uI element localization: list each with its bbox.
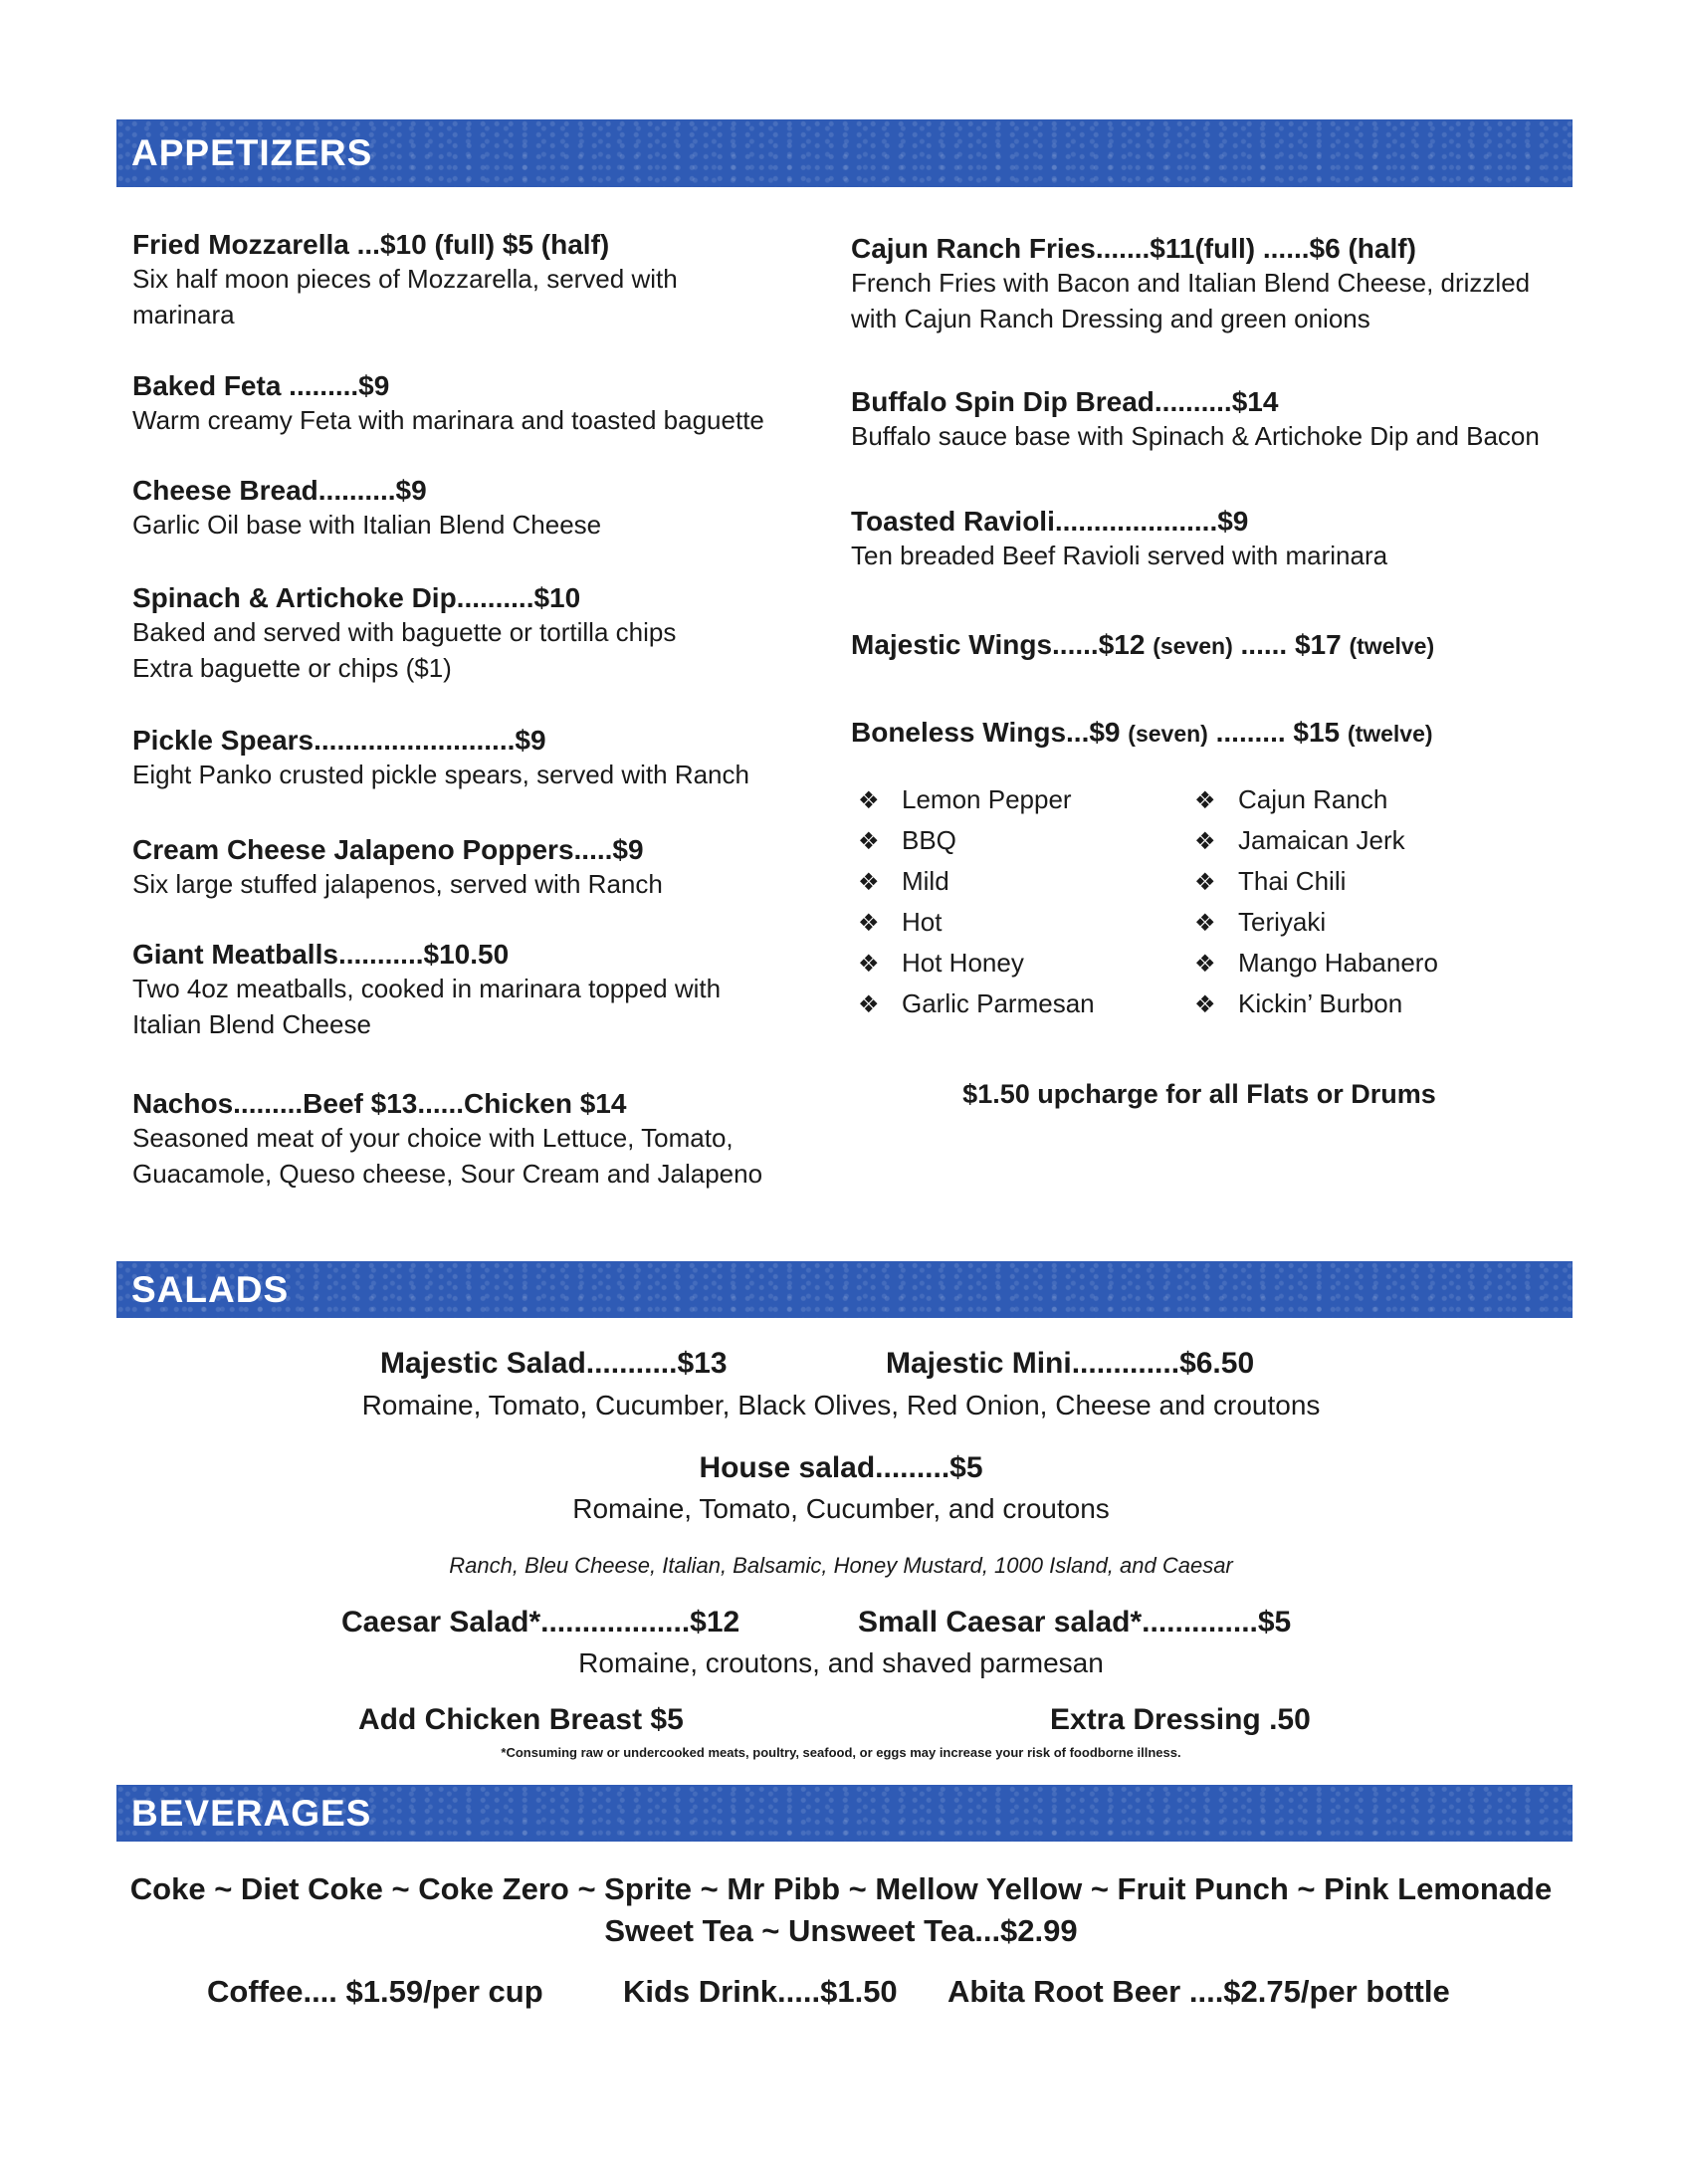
majestic-wings-title — [851, 629, 1434, 661]
salads-header — [116, 1261, 1573, 1318]
sauce-item: ❖ Hot Honey — [858, 943, 1095, 983]
item-title: Buffalo Spin Dip Bread..........$14 — [851, 386, 1279, 417]
boneless-wings-title — [851, 717, 1433, 749]
sauce-list-right — [1194, 779, 1438, 1024]
wings-twelve: (twelve) — [1349, 633, 1435, 659]
dressing-options: Ranch, Bleu Cheese, Italian, Balsamic, Honey Mustard, 1000 Island, and Caesar — [449, 1553, 1233, 1578]
item-desc: Eight Panko crusted pickle spears, served with Ranch — [132, 760, 749, 789]
item-title: Spinach & Artichoke Dip..........$10 — [132, 582, 581, 613]
sauce-item: ❖ Kickin’ Burbon — [1194, 983, 1438, 1024]
sauce-item: ❖ Teriyaki — [1194, 902, 1438, 943]
item-desc: Buffalo sauce base with Spinach & Artichoke Dip and Bacon — [851, 421, 1540, 451]
majestic-salad-desc: Romaine, Tomato, Cucumber, Black Olives, Red Onion, Cheese and croutons — [361, 1390, 1321, 1420]
extra-dressing: Extra Dressing .50 — [1050, 1703, 1311, 1736]
item-title: Fried Mozzarella ...$10 (full) $5 (half) — [132, 229, 610, 260]
item-desc: Warm creamy Feta with marinara and toasted baguette — [132, 405, 764, 435]
majestic-mini-title: Majestic Mini.............$6.50 — [886, 1347, 1255, 1380]
diamond-bullet-icon: ❖ — [858, 910, 880, 937]
wings-seven: (seven) — [1153, 633, 1233, 659]
item-title: Cheese Bread..........$9 — [132, 475, 427, 506]
caesar-desc: Romaine, croutons, and shaved parmesan — [578, 1647, 1104, 1678]
appetizer-item — [132, 1088, 762, 1192]
majestic-salad-title: Majestic Salad...........$13 — [380, 1347, 728, 1380]
appetizer-item — [132, 582, 676, 686]
item-desc: Garlic Oil base with Italian Blend Cheese — [132, 510, 602, 540]
appetizer-item — [132, 834, 663, 902]
item-title: Cream Cheese Jalapeno Poppers.....$9 — [132, 834, 644, 865]
item-desc: Italian Blend Cheese — [132, 1009, 371, 1039]
item-title: Toasted Ravioli.....................$9 — [851, 506, 1249, 537]
upcharge-note: $1.50 upcharge for all Flats or Drums — [962, 1079, 1436, 1109]
item-title: Pickle Spears..........................$9 — [132, 725, 546, 756]
sauce-item: ❖ Mild — [858, 861, 1095, 902]
appetizer-item — [132, 939, 721, 1042]
sauce-item: ❖ BBQ — [858, 820, 1095, 861]
sauce-item: ❖ Hot — [858, 902, 1095, 943]
caesar-salad-title: Caesar Salad*..................$12 — [341, 1606, 740, 1638]
item-desc: Six large stuffed jalapenos, served with Ranch — [132, 869, 663, 899]
item-title: Nachos.........Beef $13......Chicken $14 — [132, 1088, 627, 1119]
sauce-list-left — [858, 779, 1095, 1024]
appetizer-item — [132, 370, 764, 438]
kids-drink-price: Kids Drink.....$1.50 — [623, 1974, 898, 2009]
boneless-twelve: (twelve) — [1347, 721, 1433, 747]
sauce-item: ❖ Thai Chili — [1194, 861, 1438, 902]
appetizer-item — [851, 386, 1540, 454]
boneless-price: Boneless Wings...$9 — [851, 717, 1121, 748]
appetizer-item — [132, 725, 749, 792]
diamond-bullet-icon: ❖ — [1194, 991, 1216, 1018]
diamond-bullet-icon: ❖ — [858, 828, 880, 855]
sauce-item: ❖ Cajun Ranch — [1194, 779, 1438, 820]
coffee-price: Coffee.... $1.59/per cup — [207, 1974, 543, 2009]
diamond-bullet-icon: ❖ — [858, 869, 880, 896]
add-chicken: Add Chicken Breast $5 — [358, 1703, 684, 1736]
boneless-dots: ......... $15 — [1215, 717, 1341, 748]
diamond-bullet-icon: ❖ — [858, 991, 880, 1018]
wings-dots: ...... $17 — [1240, 629, 1342, 660]
beverages-header — [116, 1785, 1573, 1842]
tea-list: Sweet Tea ~ Unsweet Tea...$2.99 — [604, 1913, 1078, 1948]
sauce-item: ❖ Jamaican Jerk — [1194, 820, 1438, 861]
item-desc: with Cajun Ranch Dressing and green onions — [851, 304, 1370, 333]
diamond-bullet-icon: ❖ — [1194, 910, 1216, 937]
item-title: Cajun Ranch Fries.......$11(full) ......$6 (half) — [851, 233, 1416, 264]
diamond-bullet-icon: ❖ — [1194, 828, 1216, 855]
item-desc: marinara — [132, 300, 235, 329]
sauce-item: ❖ Mango Habanero — [1194, 943, 1438, 983]
salads-heading: SALADS — [131, 1269, 290, 1310]
food-safety-disclaimer: *Consuming raw or undercooked meats, poultry, seafood, or eggs may increase your risk of foodborne illness. — [501, 1745, 1181, 1760]
diamond-bullet-icon: ❖ — [1194, 869, 1216, 896]
item-desc: Guacamole, Queso cheese, Sour Cream and Jalapeno — [132, 1159, 763, 1189]
boneless-seven: (seven) — [1128, 721, 1208, 747]
item-desc: Baked and served with baguette or tortilla chips — [132, 617, 677, 647]
item-desc: Ten breaded Beef Ravioli served with marinara — [851, 541, 1388, 570]
house-salad-title: House salad.........$5 — [699, 1451, 983, 1484]
wings-price: Majestic Wings......$12 — [851, 629, 1146, 660]
appetizers-heading: APPETIZERS — [131, 132, 373, 173]
soft-drinks-list: Coke ~ Diet Coke ~ Coke Zero ~ Sprite ~ Mr Pibb ~ Mellow Yellow ~ Fruit Punch ~ Pink Lemonade — [129, 1871, 1553, 1906]
item-desc: Seasoned meat of your choice with Lettuce, Tomato, — [132, 1123, 734, 1153]
appetizer-item — [851, 233, 1530, 336]
item-desc: Extra baguette or chips ($1) — [132, 653, 452, 683]
item-title: Baked Feta .........$9 — [132, 370, 390, 401]
sauce-item: ❖ Garlic Parmesan — [858, 983, 1095, 1024]
item-desc: French Fries with Bacon and Italian Blend Cheese, drizzled — [851, 268, 1531, 298]
item-desc: Two 4oz meatballs, cooked in marinara topped with — [132, 974, 722, 1003]
item-desc: Six half moon pieces of Mozzarella, served with — [132, 264, 678, 294]
appetizers-header — [116, 119, 1573, 187]
appetizer-item — [851, 506, 1387, 573]
house-salad-desc: Romaine, Tomato, Cucumber, and croutons — [572, 1493, 1110, 1524]
appetizer-item — [132, 475, 601, 543]
diamond-bullet-icon: ❖ — [858, 951, 880, 978]
item-title: Giant Meatballs...........$10.50 — [132, 939, 510, 970]
diamond-bullet-icon: ❖ — [1194, 787, 1216, 814]
diamond-bullet-icon: ❖ — [1194, 951, 1216, 978]
diamond-bullet-icon: ❖ — [858, 787, 880, 814]
beverages-heading: BEVERAGES — [131, 1793, 372, 1834]
sauce-item: ❖ Lemon Pepper — [858, 779, 1095, 820]
small-caesar-title: Small Caesar salad*..............$5 — [858, 1606, 1292, 1638]
appetizer-item — [132, 229, 678, 332]
root-beer-price: Abita Root Beer ....$2.75/per bottle — [947, 1974, 1450, 2009]
